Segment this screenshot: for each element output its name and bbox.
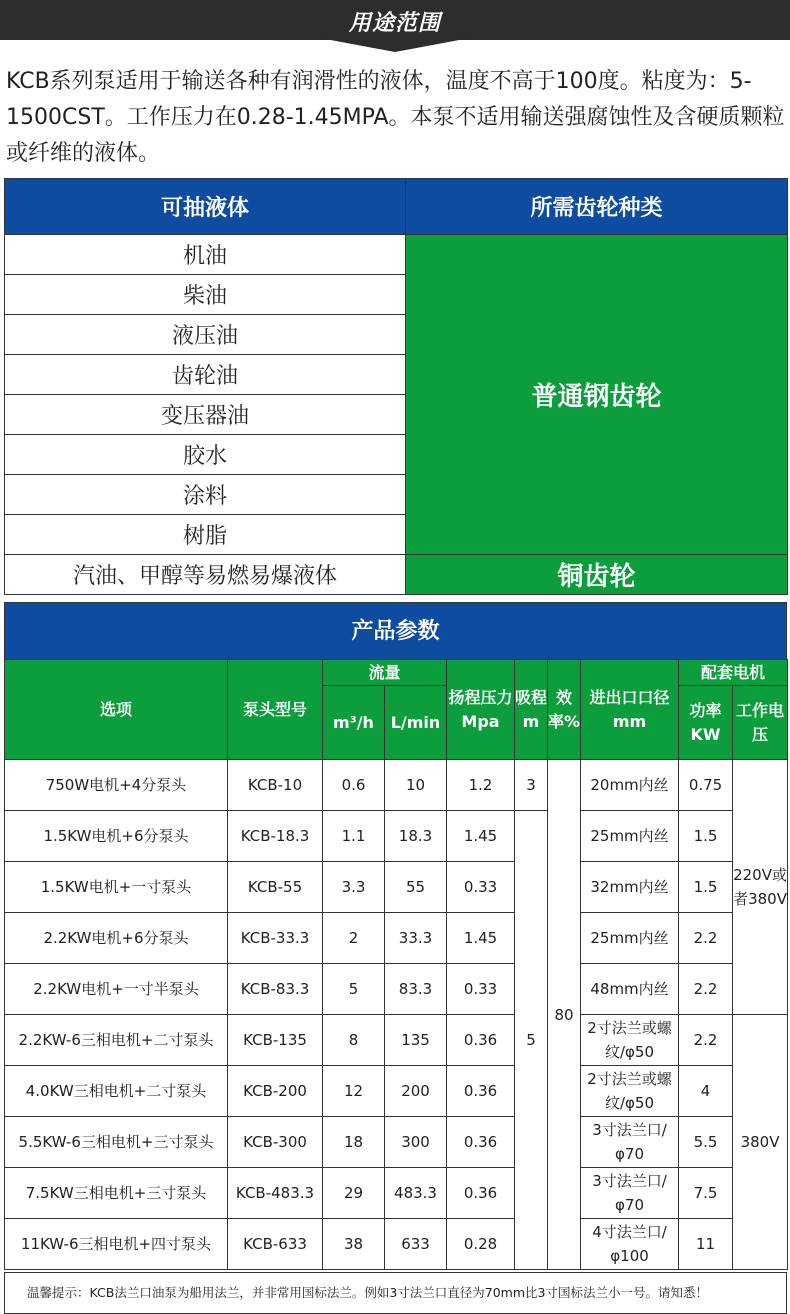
flow-lmin-cell: 55 bbox=[385, 862, 447, 913]
head-cell: 0.33 bbox=[447, 964, 515, 1015]
flow-lmin-cell: 135 bbox=[385, 1015, 447, 1066]
col-gear-header: 所需齿轮种类 bbox=[406, 179, 788, 235]
power-cell: 1.5 bbox=[679, 862, 733, 913]
voltage-cell: 380V bbox=[733, 1015, 788, 1270]
table-row bbox=[5, 964, 788, 1015]
power-cell: 11 bbox=[679, 1219, 733, 1270]
flow-lmin-cell: 300 bbox=[385, 1117, 447, 1168]
liquid-cell: 胶水 bbox=[5, 435, 406, 475]
flow-m3h-cell: 3.3 bbox=[323, 862, 385, 913]
model-cell: KCB-10 bbox=[228, 760, 323, 811]
model-cell: KCB-135 bbox=[228, 1015, 323, 1066]
liquid-cell: 树脂 bbox=[5, 515, 406, 555]
head-cell: 0.36 bbox=[447, 1015, 515, 1066]
head-cell: 0.28 bbox=[447, 1219, 515, 1270]
col-liquid-header: 可抽液体 bbox=[5, 179, 406, 235]
flow-lmin-cell: 83.3 bbox=[385, 964, 447, 1015]
params-table-title: 产品参数 bbox=[4, 602, 787, 660]
col-voltage-header: 工作电压 bbox=[733, 686, 788, 760]
flow-lmin-cell: 18.3 bbox=[385, 811, 447, 862]
params-table bbox=[4, 659, 788, 1270]
option-cell: 11KW-6三相电机+四寸泵头 bbox=[5, 1219, 228, 1270]
liquid-cell: 液压油 bbox=[5, 315, 406, 355]
col-flow-lmin-header: L/min bbox=[385, 686, 447, 760]
head-cell: 1.2 bbox=[447, 760, 515, 811]
flow-m3h-cell: 1.1 bbox=[323, 811, 385, 862]
option-cell: 1.5KW电机+一寸泵头 bbox=[5, 862, 228, 913]
liquid-cell: 柴油 bbox=[5, 275, 406, 315]
port-cell: 3寸法兰口/φ70 bbox=[581, 1117, 679, 1168]
head-cell: 0.36 bbox=[447, 1168, 515, 1219]
power-cell: 2.2 bbox=[679, 964, 733, 1015]
model-cell: KCB-633 bbox=[228, 1219, 323, 1270]
col-flow-header: 流量 bbox=[323, 660, 447, 686]
table-row bbox=[5, 760, 788, 811]
col-port-header: 进出口口径mm bbox=[581, 660, 679, 760]
table-row bbox=[5, 811, 788, 862]
liquid-cell: 机油 bbox=[5, 235, 406, 275]
special-liquid-cell: 汽油、甲醇等易燃易爆液体 bbox=[5, 555, 406, 595]
port-cell: 2寸法兰或螺纹/φ50 bbox=[581, 1066, 679, 1117]
col-flow-m3h-header: m³/h bbox=[323, 686, 385, 760]
power-cell: 0.75 bbox=[679, 760, 733, 811]
port-cell: 20mm内丝 bbox=[581, 760, 679, 811]
model-cell: KCB-18.3 bbox=[228, 811, 323, 862]
option-cell: 5.5KW-6三相电机+三寸泵头 bbox=[5, 1117, 228, 1168]
footnote: 温馨提示：KCB法兰口油泵为船用法兰，并非常用国标法兰。例如3寸法兰口直径为70mm比3寸国标法兰小一号。请知悉！ bbox=[4, 1272, 787, 1314]
flow-m3h-cell: 38 bbox=[323, 1219, 385, 1270]
flow-m3h-cell: 12 bbox=[323, 1066, 385, 1117]
head-cell: 0.36 bbox=[447, 1066, 515, 1117]
port-cell: 25mm内丝 bbox=[581, 811, 679, 862]
flow-lmin-cell: 483.3 bbox=[385, 1168, 447, 1219]
table-row bbox=[5, 235, 788, 275]
col-efficiency-header: 效率% bbox=[548, 660, 581, 760]
table-row bbox=[5, 555, 788, 595]
col-model-header: 泵头型号 bbox=[228, 660, 323, 760]
flow-lmin-cell: 633 bbox=[385, 1219, 447, 1270]
col-suction-header: 吸程m bbox=[515, 660, 548, 760]
flow-m3h-cell: 2 bbox=[323, 913, 385, 964]
col-head-header: 扬程压力Mpa bbox=[447, 660, 515, 760]
port-cell: 32mm内丝 bbox=[581, 862, 679, 913]
flow-m3h-cell: 5 bbox=[323, 964, 385, 1015]
port-cell: 2寸法兰或螺纹/φ50 bbox=[581, 1015, 679, 1066]
option-cell: 750W电机+4分泵头 bbox=[5, 760, 228, 811]
model-cell: KCB-33.3 bbox=[228, 913, 323, 964]
section-banner bbox=[0, 0, 790, 62]
liquids-table-header bbox=[5, 179, 788, 235]
col-power-header: 功率KW bbox=[679, 686, 733, 760]
table-row bbox=[5, 1219, 788, 1270]
intro-paragraph: KCB系列泵适用于输送各种有润滑性的液体，温度不高于100度。粘度为：5-1500CST。工作压力在0.28-1.45MPA。本泵不适用输送强腐蚀性及含硬质颗粒或纤维的液体。 bbox=[6, 69, 785, 166]
model-cell: KCB-55 bbox=[228, 862, 323, 913]
table-row bbox=[5, 1015, 788, 1066]
efficiency-cell: 80 bbox=[548, 760, 581, 1270]
table-row bbox=[5, 913, 788, 964]
table-row bbox=[5, 1168, 788, 1219]
flow-m3h-cell: 8 bbox=[323, 1015, 385, 1066]
power-cell: 2.2 bbox=[679, 1015, 733, 1066]
head-cell: 1.45 bbox=[447, 913, 515, 964]
voltage-cell: 220V或者380V bbox=[733, 760, 788, 1015]
head-cell: 1.45 bbox=[447, 811, 515, 862]
option-cell: 4.0KW三相电机+二寸泵头 bbox=[5, 1066, 228, 1117]
power-cell: 2.2 bbox=[679, 913, 733, 964]
power-cell: 4 bbox=[679, 1066, 733, 1117]
flow-lmin-cell: 10 bbox=[385, 760, 447, 811]
normal-gear-cell: 普通钢齿轮 bbox=[406, 235, 788, 555]
model-cell: KCB-483.3 bbox=[228, 1168, 323, 1219]
model-cell: KCB-300 bbox=[228, 1117, 323, 1168]
liquid-cell: 齿轮油 bbox=[5, 355, 406, 395]
option-cell: 2.2KW电机+一寸半泵头 bbox=[5, 964, 228, 1015]
port-cell: 4寸法兰口/φ100 bbox=[581, 1219, 679, 1270]
table-row bbox=[5, 1066, 788, 1117]
flow-lmin-cell: 200 bbox=[385, 1066, 447, 1117]
port-cell: 25mm内丝 bbox=[581, 913, 679, 964]
col-motor-header: 配套电机 bbox=[679, 660, 788, 686]
option-cell: 7.5KW三相电机+三寸泵头 bbox=[5, 1168, 228, 1219]
special-gear-cell: 铜齿轮 bbox=[406, 555, 788, 595]
table-row bbox=[5, 1117, 788, 1168]
banner-title: 用途范围 bbox=[348, 11, 441, 36]
suction-cell: 3 bbox=[515, 760, 548, 811]
params-header-row-1 bbox=[5, 660, 788, 686]
flow-lmin-cell: 33.3 bbox=[385, 913, 447, 964]
head-cell: 0.33 bbox=[447, 862, 515, 913]
col-option-header: 选项 bbox=[5, 660, 228, 760]
liquid-cell: 涂料 bbox=[5, 475, 406, 515]
port-cell: 48mm内丝 bbox=[581, 964, 679, 1015]
suction-cell: 5 bbox=[515, 811, 548, 1270]
power-cell: 1.5 bbox=[679, 811, 733, 862]
model-cell: KCB-83.3 bbox=[228, 964, 323, 1015]
option-cell: 2.2KW-6三相电机+二寸泵头 bbox=[5, 1015, 228, 1066]
option-cell: 2.2KW电机+6分泵头 bbox=[5, 913, 228, 964]
power-cell: 5.5 bbox=[679, 1117, 733, 1168]
option-cell: 1.5KW电机+6分泵头 bbox=[5, 811, 228, 862]
port-cell: 3寸法兰口/φ70 bbox=[581, 1168, 679, 1219]
liquid-cell: 变压器油 bbox=[5, 395, 406, 435]
flow-m3h-cell: 0.6 bbox=[323, 760, 385, 811]
flow-m3h-cell: 18 bbox=[323, 1117, 385, 1168]
model-cell: KCB-200 bbox=[228, 1066, 323, 1117]
power-cell: 7.5 bbox=[679, 1168, 733, 1219]
head-cell: 0.36 bbox=[447, 1117, 515, 1168]
table-row bbox=[5, 862, 788, 913]
liquids-table bbox=[4, 178, 788, 595]
flow-m3h-cell: 29 bbox=[323, 1168, 385, 1219]
